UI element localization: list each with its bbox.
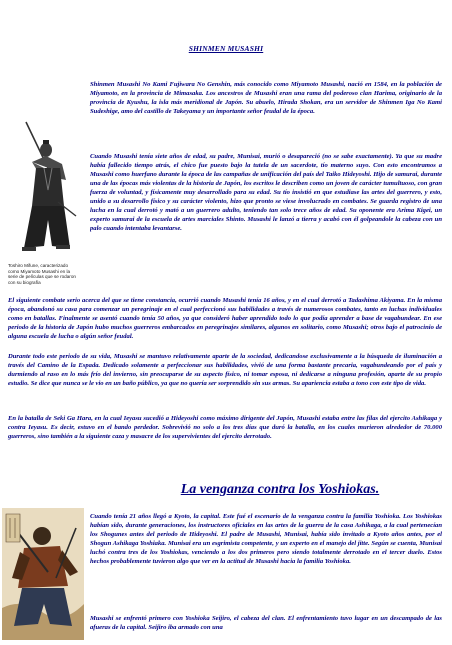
samurai-photo xyxy=(8,120,80,258)
page-title: SHINMEN MUSASHI xyxy=(188,44,264,53)
section-paragraph-1: Cuando tenía 21 años llegó a Kyoto, la capital. Este fué el escenario de la venganza contra la familia Yoshioka. Los Yoshiokas habían sido, durante generaciones, los instructores oficiales en las artes de la guerra de la casa Ashikaga, a la cual pertenecían los Shogunes antes del periodo de Hideyoshi. El padre de Musashi, Munisai, había sido invitado a Kyoto años antes, por el Shogun Ashikaga Yoshiaka. Munisai era un esgrimista competente, y un experto en el manejo del jitte. Según se cuenta, Munisai luchó contra tres de los Yoshiokas, venciendo a los dos primeros pero siendo totalmente derrotado en el tercer duelo. Estos hechos probablemente tuvieron algo que ver en la actitud de Musashi hacia la familia Yoshioka. xyxy=(90,513,442,565)
intro-paragraph-2: Cuando Musashi tenía siete años de edad, su padre, Munisai, murió o desapareció (no se sabe exactamente). Ya que su madre había fallecido tiempo atrás, el chico fue puesto bajo la tutela de un sacerdote, tío materno suyo. Con esto encontramos a Musashi como huerfano durante la época de las campañas de unificación del país del Taiko Hideyoshi. Hijo de samurai, durante una de las épocas más violentas de la historia de Japón, los escritos le describen como un joven de carácter tumultuoso, con gran fuerza de voluntad, y físicamente muy desarrollado para su edad. Su tío insistió en que estudiase las artes del guerrero, y esto, unido a su desarrollo físico y su carácter violento, hizo que pronto se viese involucrado en combates. Se guarda registro de una lucha en la cual derrotó y mató a un guerrero adulto, teniendo tan solo trece años de edad. Su oponente era Arima Kigei, un experto samurai de la escuela de artes marciales Shinto. Musashi le lanzó a tierra y acabó con él golpeandole la cabeza con un palo cuando intentaba levantarse. xyxy=(90,153,442,232)
woodcut-illustration xyxy=(2,508,84,640)
section-heading: La venganza contra los Yoshiokas. xyxy=(180,482,380,497)
section-paragraph-2: Musashi se enfrentó primero con Yoshioka Seijiro, el cabeza del clan. El enfrentamiento tuvo lugar en un descampado de las afueras de la capital. Seijiro iba armado con una xyxy=(90,615,442,631)
intro-paragraph-1: Shinmen Musashi No Kami Fujiwara No Genshin, más conocido como Miyamoto Musashi, nació en 1584, en la población de Miyamoto, en la provincia de Mimasaka. Los ancestros de Musashi eran una rama del poderoso clan Harima, originario de la provincia de Kyushu, la isla más meridional de Japón. Su abuelo, Hirada Shokan, era un servidor de Shinmen Iga No Kami Sudeshige, amo del castillo de Takeyama y un importante señor feudal de la época. xyxy=(90,81,442,115)
body-paragraph-2: Durante todo este periodo de su vida, Musashi se mantuvo relativamente aparte de la sociedad, dedicandose exclusivamente a la búsqueda de iluminación a través del Camino de la Espada. Dedicado solamente a perfeccionar sus habilidades, vivió de una forma bastante precaria, vagabundeando por el país y durmiendo al raso en lo más frío del invierno, sin preocuparse de su aspecto físico, ni tomar esposa, ni dedicarse a ninguna profesión, aparte de su propio estudio. Se dice que nunca se le vio en un baño público, ya que no quería ser sorprendido sin sus armas. Su apariencia estaba a tono con este tipo de vida. xyxy=(8,353,442,387)
body-paragraph-3: En la batalla de Seki Ga Hara, en la cual Ieyasu sucedió a Hideyoshi como máximo dirigente del Japón, Musashi estaba entre las filas del ejercito Ashikaga y contra Ieyasu. Es decir, estuvo en el bando perdedor. Sobrevivió no solo a los tres días que duró la batalla, en los cuales murieron alrededor de 70.000 guerreros, sino también a la siguiente caza y masacre de los supervivientes del ejercito derrotado. xyxy=(8,415,442,440)
body-paragraph-1: El siguiente combate serio acerca del que se tiene constancia, ocurrió cuando Musashi tenía 16 años, y en el cual derrotó a Tadashima Akiyama. En la misma época, abandonó su casa para comenzar un peregrinaje en el cual perfeccionó sus habilidades a través de numerosos combates, tanto en luchas individuales como en batallas. Finalmente se asentó cuando tenía 50 años, ya que consideró haber aprendido todo lo que podía aprender a base de vagabundear. En ese periodo de la historia de Japón hubo muchos guerreros embarcados en peregrinajes similares, algunos en solitario, como Musashi; otros bajo el patrocinio de alguna escuela de lucha o algún señor feudal. xyxy=(8,297,442,340)
intro-paragraph-2-part xyxy=(90,152,442,234)
image-caption: Toshiro Mifune, caracterizado como Miyamoto Musashi en la serie de películas que se rodaron con su biografía xyxy=(8,263,76,285)
